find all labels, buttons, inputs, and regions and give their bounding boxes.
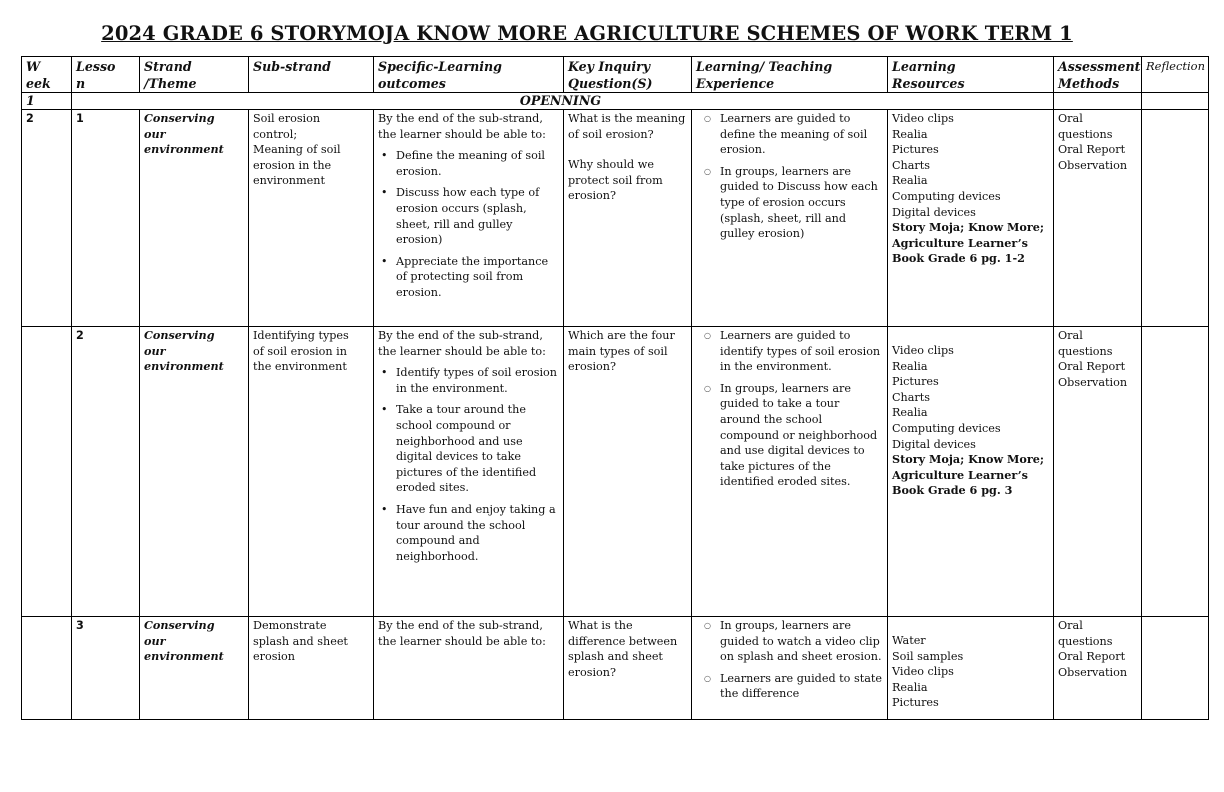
inquiry-question: What is the meaning of soil erosion? — [568, 112, 686, 141]
header-resources: Learning Resources — [888, 57, 1054, 93]
lesson-cell: 3 — [72, 617, 140, 720]
header-sub-strand: Sub-strand — [249, 57, 374, 93]
resources-cell: Video clips Realia Pictures Charts Realia Computing devices Digital devices Story Moja; Know More; Agriculture Learner’s Book Grade 6 pg. 1-2 — [888, 110, 1054, 327]
experience-list — [696, 618, 883, 702]
sub-strand-cell: Identifying types of soil erosion in the environment — [249, 327, 374, 617]
reflection-cell[interactable] — [1142, 617, 1209, 720]
experience-item: ○ Learners are guided to define the meaning of soil erosion. — [720, 111, 883, 158]
reflection-cell[interactable] — [1142, 327, 1209, 617]
opening-label: OPENNING — [72, 93, 1054, 110]
inquiry-question: Why should we protect soil from erosion? — [568, 158, 663, 203]
strand-cell: Conserving our environment — [140, 617, 249, 720]
outcomes-intro: By the end of the sub-strand, the learner should be able to: — [378, 329, 546, 358]
inquiry-cell — [564, 617, 692, 720]
assessment-cell: Oral questions Oral Report Observation — [1054, 110, 1142, 327]
outcomes-cell — [374, 617, 564, 720]
assessment-cell: Oral questions Oral Report Observation — [1054, 617, 1142, 720]
learner-book-reference: Story Moja; Know More; Agriculture Learner’s Book Grade 6 pg. 1-2 — [892, 220, 1044, 266]
lesson-cell: 1 — [72, 110, 140, 327]
inquiry-question: What is the difference between splash and sheet erosion? — [568, 619, 678, 679]
experience-cell — [692, 617, 888, 720]
week-cell — [22, 617, 72, 720]
opening-week: 1 — [22, 93, 72, 110]
table-row — [22, 110, 1209, 327]
header-experience: Learning/ Teaching Experience — [692, 57, 888, 93]
strand-cell: Conserving our environment — [140, 110, 249, 327]
experience-item: ○ Learners are guided to state the difference — [720, 671, 883, 702]
experience-item: ○ In groups, learners are guided to watch a video clip on splash and sheet erosion. — [720, 618, 883, 665]
header-inquiry: Key Inquiry Question(S) — [564, 57, 692, 93]
experience-cell — [692, 327, 888, 617]
outcomes-cell — [374, 327, 564, 617]
outcome-item: • Discuss how each type of erosion occurs (splash, sheet, rill and gulley erosion) — [396, 185, 559, 247]
header-row — [22, 57, 1209, 93]
assessment-cell: Oral questions Oral Report Observation — [1054, 327, 1142, 617]
outcomes-list — [378, 365, 559, 564]
outcomes-intro: By the end of the sub-strand, the learner should be able to: — [378, 619, 546, 648]
opening-row — [22, 93, 1209, 110]
header-reflection: Reflection — [1142, 57, 1209, 93]
sub-strand-cell: Demonstrate splash and sheet erosion — [249, 617, 374, 720]
experience-cell — [692, 110, 888, 327]
experience-item: ○ In groups, learners are guided to take a tour around the school compound or neighborhood and use digital devices to take pictures of the identified eroded sites. — [720, 381, 883, 490]
resources-cell: Video clips Realia Pictures Charts Realia Computing devices Digital devices Story Moja; Know More; Agriculture Learner’s Book Grade 6 pg. 3 — [888, 327, 1054, 617]
week-cell — [22, 327, 72, 617]
header-assessment: Assessment Methods — [1054, 57, 1142, 93]
header-week: W eek — [22, 57, 72, 93]
experience-item: ○ Learners are guided to identify types of soil erosion in the environment. — [720, 328, 883, 375]
week-cell: 2 — [22, 110, 72, 327]
outcome-item: • Identify types of soil erosion in the environment. — [396, 365, 559, 396]
strand-cell: Conserving our environment — [140, 327, 249, 617]
opening-assessment — [1054, 93, 1142, 110]
inquiry-cell — [564, 327, 692, 617]
lesson-cell: 2 — [72, 327, 140, 617]
outcomes-cell — [374, 110, 564, 327]
experience-list — [696, 111, 883, 242]
document-title: 2024 GRADE 6 STORYMOJA KNOW MORE AGRICULTURE SCHEMES OF WORK TERM 1 — [101, 22, 1073, 45]
outcome-item: • Have fun and enjoy taking a tour around the school compound and neighborhood. — [396, 502, 559, 564]
header-strand: Strand /Theme — [140, 57, 249, 93]
inquiry-question: Which are the four main types of soil erosion? — [568, 329, 675, 374]
reflection-cell[interactable] — [1142, 110, 1209, 327]
inquiry-cell — [564, 110, 692, 327]
learner-book-reference: Story Moja; Know More; Agriculture Learner’s Book Grade 6 pg. 3 — [892, 452, 1044, 498]
schemes-of-work-table — [21, 56, 1209, 720]
experience-item: ○ In groups, learners are guided to Discuss how each type of erosion occurs (splash, sheet, rill and gulley erosion) — [720, 164, 883, 242]
outcome-item: • Define the meaning of soil erosion. — [396, 148, 559, 179]
sub-strand-cell: Soil erosion control; Meaning of soil erosion in the environment — [249, 110, 374, 327]
header-lesson: Lesso n — [72, 57, 140, 93]
opening-reflection — [1142, 93, 1209, 110]
outcome-item: • Take a tour around the school compound or neighborhood and use digital devices to take pictures of the identified eroded sites. — [396, 402, 559, 496]
resources-cell: Water Soil samples Video clips Realia Pictures — [888, 617, 1054, 720]
table-row — [22, 327, 1209, 617]
outcomes-list — [378, 148, 559, 300]
outcomes-intro: By the end of the sub-strand, the learner should be able to: — [378, 112, 546, 141]
table-row — [22, 617, 1209, 720]
header-outcomes: Specific-Learning outcomes — [374, 57, 564, 93]
experience-list — [696, 328, 883, 490]
outcome-item: • Appreciate the importance of protecting soil from erosion. — [396, 254, 559, 301]
